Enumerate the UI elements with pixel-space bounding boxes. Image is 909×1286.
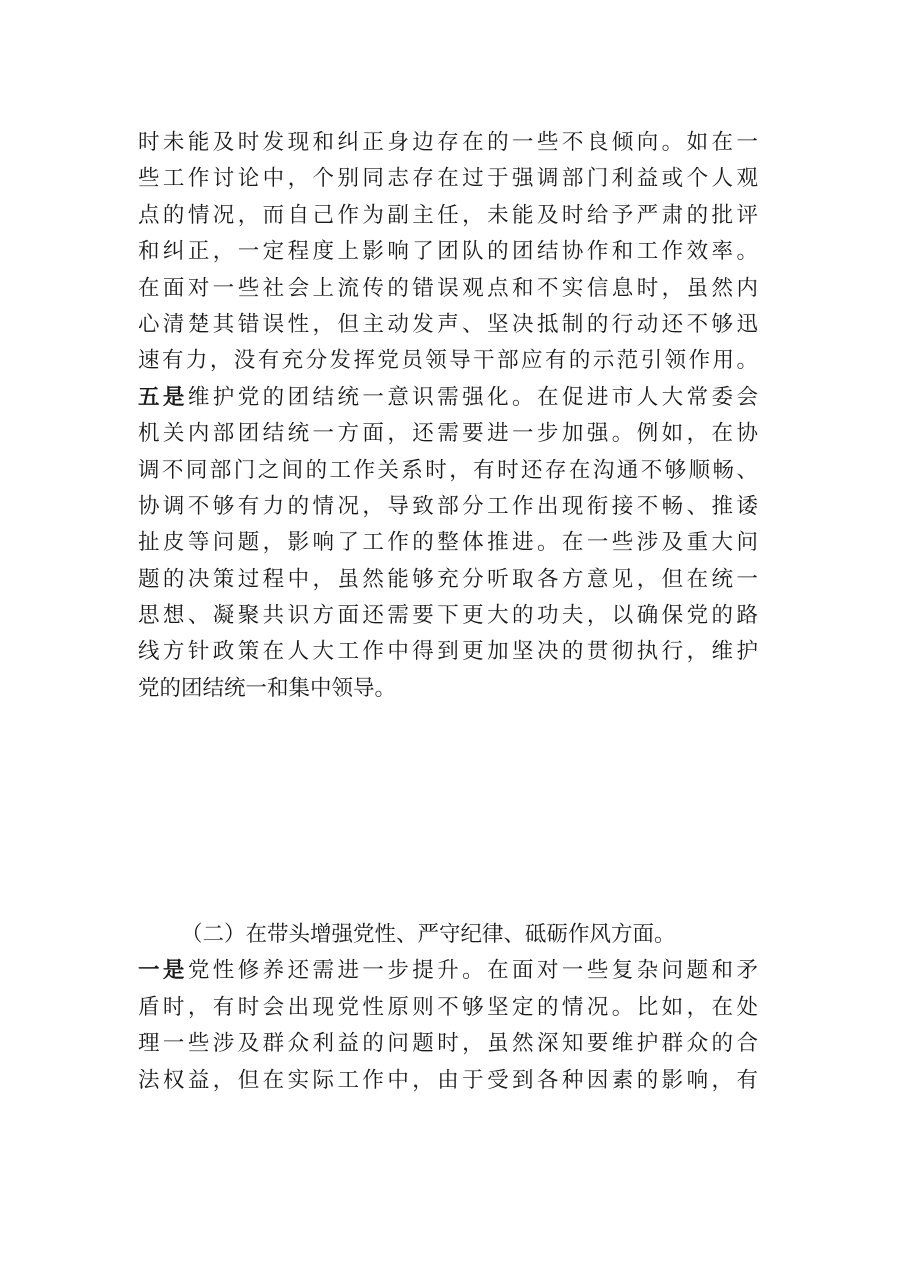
text-line: 线方针政策在人大工作中得到更加坚决的贯彻执行，维护	[138, 639, 758, 665]
text-line: 速有力，没有充分发挥党员领导干部应有的示范引领作用。	[138, 348, 758, 374]
text-line: 在面对一些社会上流传的错误观点和不实信息时，虽然内	[138, 275, 758, 301]
text-line: 和纠正，一定程度上影响了团队的团结协作和工作效率。	[138, 239, 758, 265]
text-line: 扯皮等问题，影响了工作的整体推进。在一些涉及重大问	[138, 530, 758, 556]
text-line: 些工作讨论中，个别同志存在过于强调部门利益或个人观	[138, 166, 758, 192]
text-line: 调不同部门之间的工作关系时，有时还存在沟通不够顺畅、	[138, 457, 758, 483]
text-line: 党的团结统一和集中领导。	[138, 675, 397, 701]
text-line: 机关内部团结统一方面，还需要进一步加强。例如，在协	[138, 421, 758, 447]
body-text-block	[138, 125, 758, 707]
text-line: 理一些涉及群众利益的问题时，虽然深知要维护群众的合	[138, 1031, 758, 1057]
point-lead: 一是	[138, 958, 188, 984]
point-lead: 五是	[138, 384, 188, 410]
text-line: 题的决策过程中，虽然能够充分听取各方意见，但在统一	[138, 566, 758, 592]
text-line	[138, 953, 758, 989]
text-line: 盾时，有时会出现党性原则不够坚定的情况。比如，在处	[138, 994, 758, 1020]
section-block	[138, 917, 758, 1099]
text-line: 点的情况，而自己作为副主任，未能及时给予严肃的批评	[138, 202, 758, 228]
point-text: 党性修养还需进一步提升。在面对一些复杂问题和矛	[187, 958, 758, 984]
section-heading: （二）在带头增强党性、严守纪律、砥砺作风方面。	[181, 922, 676, 947]
text-line: 法权益，但在实际工作中，由于受到各种因素的影响，有	[138, 1067, 758, 1093]
text-line: 思想、凝聚共识方面还需要下更大的功夫，以确保党的路	[138, 603, 758, 629]
text-line	[138, 380, 758, 416]
text-line: 协调不够有力的情况，导致部分工作出现衔接不畅、推诿	[138, 493, 758, 519]
point-text: 维护党的团结统一意识需强化。在促进市人大常委会	[187, 384, 758, 410]
text-line: 心清楚其错误性，但主动发声、坚决抵制的行动还不够迅	[138, 311, 758, 337]
text-line: 时未能及时发现和纠正身边存在的一些不良倾向。如在一	[138, 130, 758, 155]
